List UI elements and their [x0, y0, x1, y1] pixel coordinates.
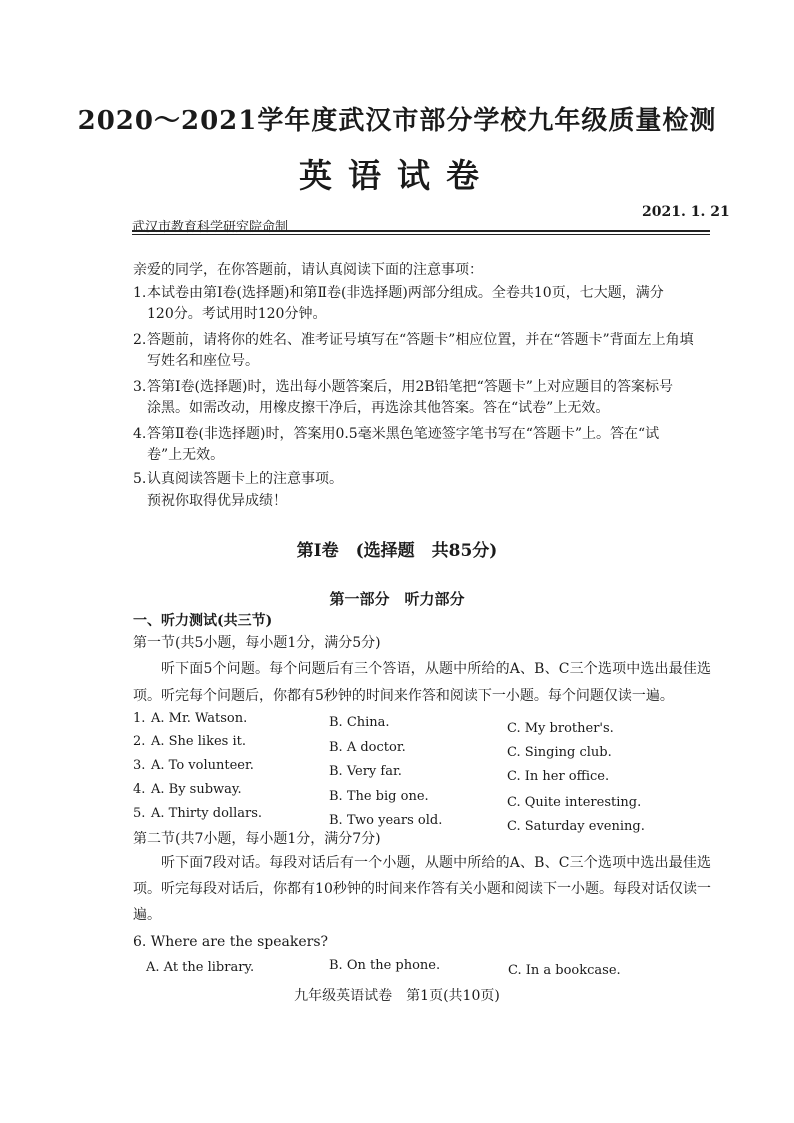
option-c: C. In a bookcase.: [508, 963, 621, 978]
option-c: C. Saturday evening.: [507, 819, 645, 834]
header-rule-thin: [132, 234, 710, 235]
question-num: 5.: [133, 806, 146, 821]
notice-item-line: 答第Ⅰ卷(选择题)时，选出每小题答案后，用2B铅笔把“答题卡”上对应题目的答案标号: [147, 379, 673, 395]
option-b: B. Two years old.: [329, 813, 443, 828]
option-b: B. China.: [329, 715, 390, 730]
notice-item-num: 2.: [133, 332, 147, 348]
sub2-instruction: 听下面7段对话。每段对话后有一个小题，从题中所给的A、B、C三个选项中选出最佳选项。听完每段对话后，你都有10秒钟的时间来作答有关小题和阅读下一小题。每段对话仅读一遍。: [133, 855, 711, 923]
part-title: 第一部分 听力部分: [329, 590, 465, 608]
section-title: 第Ⅰ卷 (选择题 共85分): [296, 541, 498, 561]
sub1-title: 第一节(共5小题，每小题1分，满分5分): [133, 635, 381, 651]
question-num: 1.: [133, 711, 146, 726]
option-c: C. Quite interesting.: [507, 795, 642, 810]
exam-subtitle: 英语试卷: [299, 156, 495, 195]
option-b: B. A doctor.: [329, 740, 406, 755]
notice-item-line: 答第Ⅱ卷(非选择题)时，答案用0.5毫米黑色笔迹签字笔书写在“答题卡”上。答在“试: [147, 426, 660, 442]
exam-date: 2021. 1. 21: [642, 204, 730, 220]
sub2-title: 第二节(共7小题，每小题1分，满分7分): [133, 831, 381, 847]
option-b: B. Very far.: [329, 764, 402, 779]
question-6-stem: 6. Where are the speakers?: [133, 934, 329, 950]
notice-item-num: 5.: [133, 471, 147, 487]
notice-item-num: 3.: [133, 379, 147, 395]
option-c: C. Singing club.: [507, 745, 612, 760]
option-a: A. Thirty dollars.: [151, 806, 263, 821]
option-b: B. On the phone.: [329, 958, 441, 973]
option-a: A. To volunteer.: [151, 758, 254, 773]
exam-title: 2020～2021学年度武汉市部分学校九年级质量检测: [77, 106, 717, 136]
notice-item-line: 卷”上无效。: [147, 447, 225, 463]
page-footer: 九年级英语试卷 第1页(共10页): [294, 988, 500, 1004]
question-num: 2.: [133, 734, 146, 749]
notice-item-line: 涂黑。如需改动，用橡皮擦干净后，再选涂其他答案。答在“试卷”上无效。: [147, 400, 610, 416]
notice-intro: 亲爱的同学，在你答题前，请认真阅读下面的注意事项：: [133, 262, 483, 278]
notice-item-num: 1.: [133, 285, 147, 301]
question-num: 4.: [133, 782, 146, 797]
header-rule: [132, 230, 710, 232]
notice-item-line: 120分。考试用时120分钟。: [147, 306, 327, 322]
notice-item-num: 4.: [133, 426, 147, 442]
notice-closing: 预祝你取得优异成绩！: [147, 493, 287, 509]
notice-item-line: 答题前，请将你的姓名、准考证号填写在“答题卡”相应位置，并在“答题卡”背面左上角填: [147, 332, 694, 348]
publisher: 武汉市教育科学研究院命制: [132, 220, 289, 235]
notice-item-line: 认真阅读答题卡上的注意事项。: [147, 471, 343, 487]
option-a: A. At the library.: [146, 960, 255, 975]
notice-item-line: 写姓名和座位号。: [147, 353, 259, 369]
sub1-instruction: 听下面5个问题。每个问题后有三个答语，从题中所给的A、B、C三个选项中选出最佳选项。听完每个问题后，你都有5秒钟的时间来作答和阅读下一小题。每个问题仅读一遍。: [133, 661, 711, 704]
option-c: C. In her office.: [507, 769, 610, 784]
option-c: C. My brother's.: [507, 721, 614, 736]
option-a: A. By subway.: [151, 782, 242, 797]
option-b: B. The big one.: [329, 789, 429, 804]
option-a: A. Mr. Watson.: [151, 711, 248, 726]
notice-item-line: 本试卷由第Ⅰ卷(选择题)和第Ⅱ卷(非选择题)两部分组成。全卷共10页，七大题，满分: [147, 285, 664, 301]
question-num: 3.: [133, 758, 146, 773]
listening-heading: 一、听力测试(共三节): [133, 613, 273, 629]
option-a: A. She likes it.: [151, 734, 246, 749]
